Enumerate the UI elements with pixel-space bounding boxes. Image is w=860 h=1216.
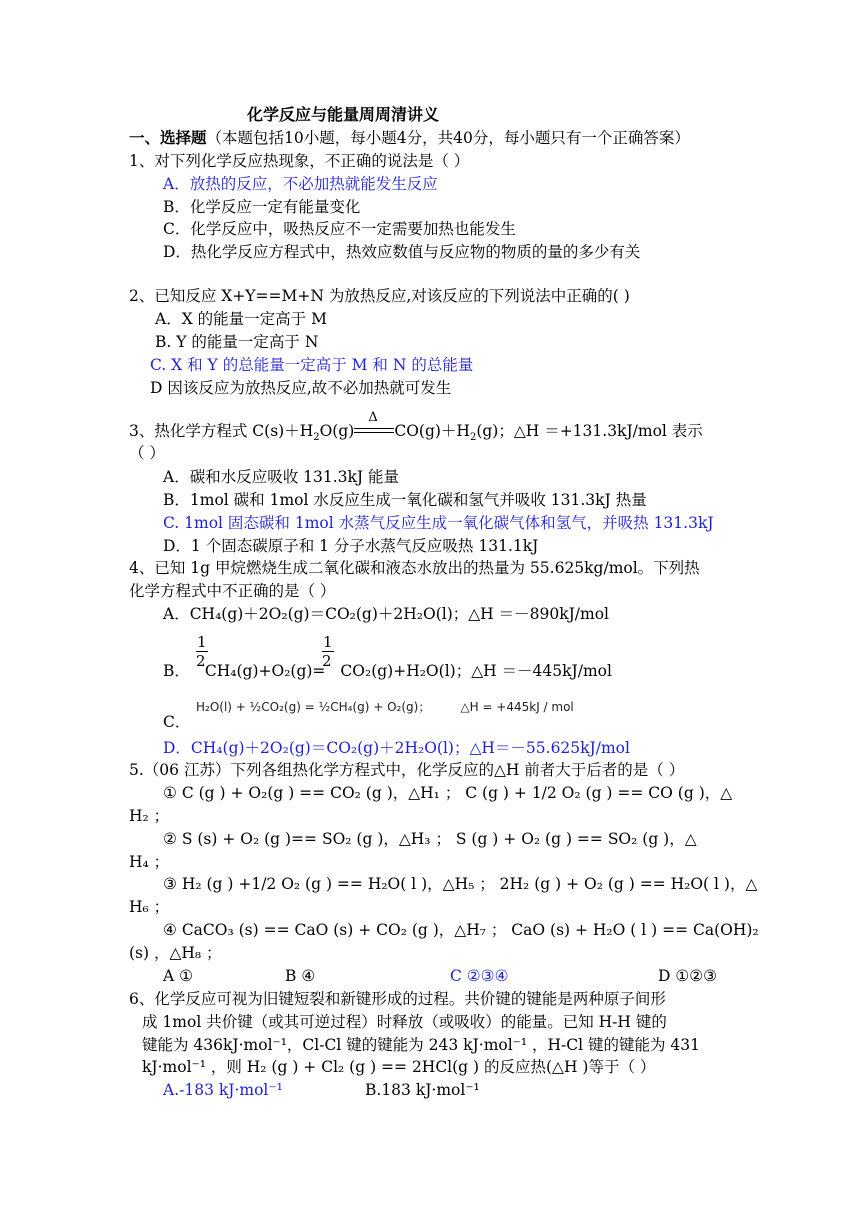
q5-option-a: A ① <box>163 967 194 985</box>
q4-option-c-label: C． <box>163 713 191 731</box>
section-heading-line <box>129 128 690 148</box>
q5-pair-1: ① C (g ) + O₂(g ) == CO₂ (g )，△H₁ ； C (g ) + 1/2 O₂ (g ) == CO (g )，△ <box>163 784 733 802</box>
q1-option-a: A．放热的反应，不必加热就能发生反应 <box>163 175 438 193</box>
q4-stem-line1: 4、已知 1g 甲烷燃烧生成二氧化碳和液态水放出的热量为 55.625kg/mol。下列热 <box>129 559 700 577</box>
q3-stem-water: O(g) <box>319 422 355 440</box>
q4-b-right: CO₂(g)+H₂O(l)；△H ＝－445kJ/mol <box>340 662 612 680</box>
fraction-numerator: 1 <box>197 633 207 651</box>
option-label: B． <box>163 662 190 680</box>
heat-equals-sign <box>354 410 394 442</box>
delta-symbol: Δ <box>368 410 378 425</box>
q3-option-a: A．碳和水反应吸收 131.3kJ 能量 <box>163 468 400 486</box>
q6-line2: 成 1mol 共价键（或其可逆过程）时释放（或吸收）的能量。已知 H-H 键的 <box>142 1013 667 1031</box>
q2-option-d: D 因该反应为放热反应,故不必加热就可发生 <box>150 379 452 397</box>
fraction-numerator: 1 <box>323 633 333 651</box>
fraction-denominator: 2 <box>196 652 206 670</box>
q4-c-equation-right: △H = +445kJ / mol <box>460 700 574 714</box>
q5-pair-2-cont: H₄ ； <box>129 853 170 871</box>
q2-stem: 2、已知反应 X+Y==M+N 为放热反应,对该反应的下列说法中正确的( ) <box>129 287 630 305</box>
q3-stem-end: (g)；△H ＝+131.3kJ/mol 表示 <box>476 422 703 440</box>
q3-option-d: D．1 个固态碳原子和 1 分子水蒸气反应吸热 131.1kJ <box>163 537 539 555</box>
q4-b-left: CH₄(g)+O₂(g)= <box>204 662 326 680</box>
q4-option-d: D．CH₄(g)＋2O₂(g)＝CO₂(g)＋2H₂O(l)；△H＝－55.625kJ/mol <box>163 739 630 757</box>
q2-option-b: B. Y 的能量一定高于 N <box>155 333 319 351</box>
q5-pair-3: ③ H₂ (g ) +1/2 O₂ (g ) == H₂O( l )，△H₅ ； 2H₂ (g ) + O₂ (g ) == H₂O( l )，△ <box>163 875 758 893</box>
q5-pair-1-cont: H₂ ； <box>129 807 170 825</box>
q1-stem: 1、对下列化学反应热现象，不正确的说法是（ ） <box>129 152 470 170</box>
q1-option-d: D．热化学反应方程式中，热效应数值与反应物的物质的量的多少有关 <box>163 243 641 261</box>
q5-stem: 5.（06 江苏）下列各组热化学方程式中，化学反应的△H 前者大于后者的是（ ） <box>129 761 685 779</box>
q6-line4: kJ·mol⁻¹ ，则 H₂ (g ) + Cl₂ (g ) == 2HCl(g ) 的反应热(△H )等于（ ） <box>142 1058 656 1076</box>
q3-option-b: B．1mol 碳和 1mol 水反应生成一氧化碳和氢气并吸收 131.3kJ 热量 <box>163 491 647 509</box>
q3-stem: 3、热化学方程式 $C(s)+H_2O(g)$ Δ $CO(g)+H_2(g)$；△H ＝+131.3kJ/mol 表示 <box>129 410 703 444</box>
q5-pair-3-cont: H₆ ； <box>129 898 170 916</box>
fraction-denominator: 2 <box>322 652 332 670</box>
q5-pair-4: ④ CaCO₃ (s) == CaO (s) + CO₂ (g )，△H₇ ； CaO (s) + H₂O ( l ) == Ca(OH)₂ <box>163 921 759 939</box>
q6-option-b: B.183 kJ·mol⁻¹ <box>365 1081 480 1099</box>
q2-option-a: A．X 的能量一定高于 M <box>155 310 327 328</box>
section-heading: 一、选择题 <box>129 128 207 147</box>
section-note: （本题包括10小题，每小题4分，共40分，每小题只有一个正确答案） <box>206 129 690 147</box>
q1-option-c: C．化学反应中，吸热反应不一定需要加热也能发生 <box>163 220 516 238</box>
q6-option-a: A.-183 kJ·mol⁻¹ <box>163 1081 283 1099</box>
q5-option-c: C ②③④ <box>450 967 509 985</box>
q5-option-d: D ①②③ <box>658 967 718 985</box>
q6-line1: 6、化学反应可视为旧键短裂和新键形成的过程。共价键的键能是两种原子间形 <box>129 990 666 1008</box>
q4-stem-line2: 化学方程式中不正确的是（ ） <box>129 582 336 600</box>
q5-option-b: B ④ <box>285 967 316 985</box>
q1-option-b: B．化学反应一定有能量变化 <box>163 198 361 216</box>
q6-line3: 键能为 436kJ·mol⁻¹，Cl-Cl 键的键能为 243 kJ·mol⁻¹ ，H-Cl 键的键能为 431 <box>142 1036 701 1054</box>
q5-pair-2: ② S (s) + O₂ (g )== SO₂ (g )，△H₃ ； S (g ) + O₂ (g ) == SO₂ (g )，△ <box>163 830 697 848</box>
q3-stem-products: CO(g)＋H <box>394 422 470 440</box>
q4-option-a: A．CH₄(g)＋2O₂(g)＝CO₂(g)＋2H₂O(l)；△H ＝－890kJ/mol <box>163 605 610 623</box>
document-title: 化学反应与能量周周清讲义 <box>247 105 440 124</box>
q3-option-c: C. 1mol 固态碳和 1mol 水蒸气反应生成一氧化碳气体和氢气，并吸热 131.3kJ <box>163 514 714 532</box>
q4-c-equation-image <box>196 698 574 715</box>
q4-option-b <box>163 661 612 681</box>
q3-paren: （ ） <box>129 444 165 462</box>
q2-option-c: C. X 和 Y 的总能量一定高于 M 和 N 的总能量 <box>150 356 474 374</box>
q5-pair-4-cont: (s) ，△H₈ ； <box>129 944 222 962</box>
q4-c-equation-left: H₂O(l) + ½CO₂(g) = ½CH₄(g) + O₂(g)； <box>196 700 431 714</box>
q3-stem-left: 3、热化学方程式 C(s)＋H <box>129 422 314 440</box>
